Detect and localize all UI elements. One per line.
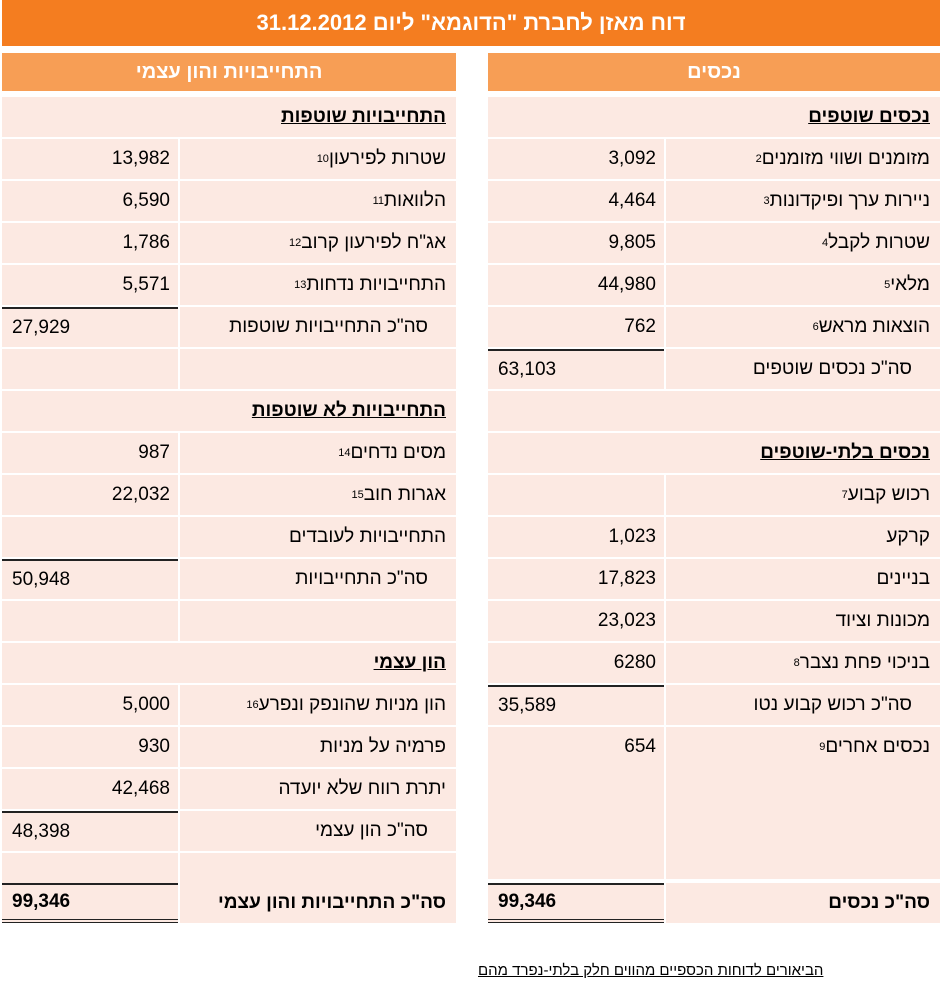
- item-label: [180, 727, 456, 767]
- assets-row-section: [488, 433, 940, 475]
- item-value: 5,571: [2, 265, 178, 305]
- item-label: [180, 685, 456, 725]
- total-label: [180, 307, 456, 347]
- total-value: 48,398: [2, 811, 178, 851]
- assets-row-item: [488, 643, 940, 685]
- label-text: שטרות לקבל: [828, 232, 930, 253]
- label-text: סה"כ התחייבויות שוטפות: [229, 316, 428, 337]
- assets-row-item: [488, 265, 940, 307]
- liabilities-grand-total-row: [2, 883, 456, 925]
- blank-cell: [180, 349, 456, 389]
- liabilities-grand-total-value: 99,346: [2, 883, 178, 923]
- label-text: יתרת רווח שלא יועדה: [278, 778, 446, 799]
- section-heading: נכסים בלתי-שוטפים: [488, 433, 940, 473]
- liabilities-row-item: [2, 181, 456, 223]
- item-value: 42,468: [2, 769, 178, 809]
- label-text: פרמיה על מניות: [320, 736, 446, 757]
- item-value: 22,032: [2, 475, 178, 515]
- label-text: ניירות ערך ופיקדונות: [769, 190, 930, 211]
- item-value: 4,464: [488, 181, 664, 221]
- item-value: 762: [488, 307, 664, 347]
- assets-grand-total-row: [488, 883, 940, 925]
- total-value: 35,589: [488, 685, 664, 725]
- section-heading: הון עצמי: [2, 643, 456, 683]
- assets-header: נכסים: [488, 53, 940, 91]
- label-text: מזומנים ושווי מזומנים: [761, 148, 930, 169]
- liabilities-row-section: [2, 391, 456, 433]
- item-label: [666, 223, 940, 263]
- assets-row-item: [488, 517, 940, 559]
- item-label: [666, 307, 940, 347]
- label-text: סה"כ הון עצמי: [315, 820, 428, 841]
- assets-grand-total-label: סה"כ נכסים: [666, 883, 940, 923]
- item-label: [180, 139, 456, 179]
- item-value: 5,000: [2, 685, 178, 725]
- liabilities-row-item: [2, 265, 456, 307]
- liabilities-row-item: [2, 223, 456, 265]
- liabilities-row-item: [2, 685, 456, 727]
- item-label: [666, 265, 940, 305]
- item-value: 3,092: [488, 139, 664, 179]
- note-ref: 5: [884, 279, 891, 291]
- liabilities-row-item: [2, 433, 456, 475]
- item-label: [666, 559, 940, 599]
- assets-row-blankwide: [488, 391, 940, 433]
- label-text: נכסים אחרים: [825, 736, 930, 757]
- liabilities-row-item: [2, 475, 456, 517]
- label-text: רכוש קבוע: [847, 484, 930, 505]
- label-text: סה"כ נכסים שוטפים: [752, 358, 912, 379]
- item-label: [180, 223, 456, 263]
- label-text: קרקע: [886, 526, 930, 547]
- item-value: [488, 475, 664, 515]
- assets-row-item: [488, 559, 940, 601]
- item-label: [666, 475, 940, 515]
- item-value: [2, 517, 178, 557]
- note-ref: 15: [351, 489, 364, 501]
- assets-row-item: [488, 181, 940, 223]
- liabilities-column: [2, 97, 456, 895]
- item-value: [2, 601, 178, 641]
- total-value: 50,948: [2, 559, 178, 599]
- item-label: [666, 139, 940, 179]
- note-ref: 8: [793, 657, 800, 669]
- assets-row-total: [488, 685, 940, 727]
- item-value: 930: [2, 727, 178, 767]
- item-label: [666, 643, 940, 683]
- item-label: [180, 517, 456, 557]
- note-ref: 14: [338, 447, 351, 459]
- liabilities-header: התחייבויות והון עצמי: [2, 53, 456, 91]
- item-value: 6,590: [2, 181, 178, 221]
- item-label: [180, 769, 456, 809]
- note-ref: 11: [372, 195, 385, 207]
- item-value: 13,982: [2, 139, 178, 179]
- item-label: [180, 181, 456, 221]
- assets-row-item: [488, 601, 940, 643]
- liabilities-row-total: [2, 559, 456, 601]
- label-text: בניכוי פחת נצבר: [799, 652, 930, 673]
- label-text: סה"כ התחייבויות: [295, 568, 428, 589]
- note-ref: 6: [812, 321, 819, 333]
- liabilities-row-item: [2, 769, 456, 811]
- item-value: 6280: [488, 643, 664, 683]
- label-text: הון מניות שהונפק ונפרע: [258, 694, 446, 715]
- liabilities-row-section: [2, 97, 456, 139]
- blank-row: [488, 391, 940, 431]
- footnote: הביאורים לדוחות הכספיים מהווים חלק בלתי-נפרד מהם: [478, 962, 824, 979]
- note-ref: 9: [819, 741, 826, 753]
- note-ref: 7: [841, 489, 848, 501]
- label-text: הוצאות מראש: [818, 316, 930, 337]
- note-ref: 13: [294, 279, 307, 291]
- total-value: 63,103: [488, 349, 664, 389]
- assets-column: [488, 97, 940, 769]
- label-text: מסים נדחים: [350, 442, 446, 463]
- label-text: אג"ח לפירעון קרוב: [301, 232, 446, 253]
- item-value: 23,023: [488, 601, 664, 641]
- item-value: 9,805: [488, 223, 664, 263]
- liabilities-row-total: [2, 307, 456, 349]
- liabilities-row-blank: [2, 349, 456, 391]
- assets-row-item: [488, 139, 940, 181]
- label-text: בניינים: [876, 568, 930, 589]
- section-heading: התחייבויות שוטפות: [2, 97, 456, 137]
- item-value: 987: [2, 433, 178, 473]
- liabilities-row-section: [2, 643, 456, 685]
- section-heading: נכסים שוטפים: [488, 97, 940, 137]
- total-label: [180, 811, 456, 851]
- note-ref: 2: [755, 153, 762, 165]
- assets-row-item: [488, 223, 940, 265]
- total-label: [180, 559, 456, 599]
- item-label: [180, 433, 456, 473]
- report-title: דוח מאזן לחברת "הדוגמא" ליום 31.12.2012: [2, 0, 940, 46]
- section-heading: התחייבויות לא שוטפות: [2, 391, 456, 431]
- assets-row-total: [488, 349, 940, 391]
- item-label: [666, 181, 940, 221]
- total-value: 27,929: [2, 307, 178, 347]
- item-label: [180, 475, 456, 515]
- assets-row-section: [488, 97, 940, 139]
- note-ref: 3: [763, 195, 770, 207]
- label-text: התחייבויות נדחות: [306, 274, 446, 295]
- assets-grand-total-value: 99,346: [488, 883, 664, 923]
- note-ref: 12: [289, 237, 302, 249]
- liabilities-row-blank: [2, 601, 456, 643]
- label-text: שטרות לפירעון: [328, 148, 446, 169]
- item-label: [666, 517, 940, 557]
- assets-filler-label: [666, 759, 940, 879]
- note-ref: 16: [246, 699, 259, 711]
- label-text: אגרות חוב: [363, 484, 446, 505]
- liabilities-row-total: [2, 811, 456, 853]
- liabilities-row-item: [2, 517, 456, 559]
- liabilities-grand-total-label: סה"כ התחייבויות והון עצמי: [180, 883, 456, 923]
- assets-row-item: [488, 307, 940, 349]
- liabilities-row-item: [2, 139, 456, 181]
- item-value: [2, 349, 178, 389]
- item-value: 17,823: [488, 559, 664, 599]
- note-ref: 10: [316, 153, 329, 165]
- assets-row-item: [488, 475, 940, 517]
- item-value: 1,786: [2, 223, 178, 263]
- note-ref: 4: [821, 237, 829, 249]
- assets-filler-value: [488, 759, 664, 879]
- blank-cell: [180, 601, 456, 641]
- label-text: סה"כ רכוש קבוע נטו: [753, 694, 912, 715]
- label-text: הלוואות: [384, 190, 446, 211]
- label-text: התחייבויות לעובדים: [289, 526, 446, 547]
- total-label: [666, 685, 940, 725]
- label-text: מכונות וציוד: [835, 610, 930, 631]
- item-label: [180, 265, 456, 305]
- total-label: [666, 349, 940, 389]
- label-text: מלאי: [890, 274, 930, 295]
- item-value: 654: [488, 727, 664, 767]
- liabilities-row-item: [2, 727, 456, 769]
- item-value: 44,980: [488, 265, 664, 305]
- item-value: 1,023: [488, 517, 664, 557]
- item-label: [666, 601, 940, 641]
